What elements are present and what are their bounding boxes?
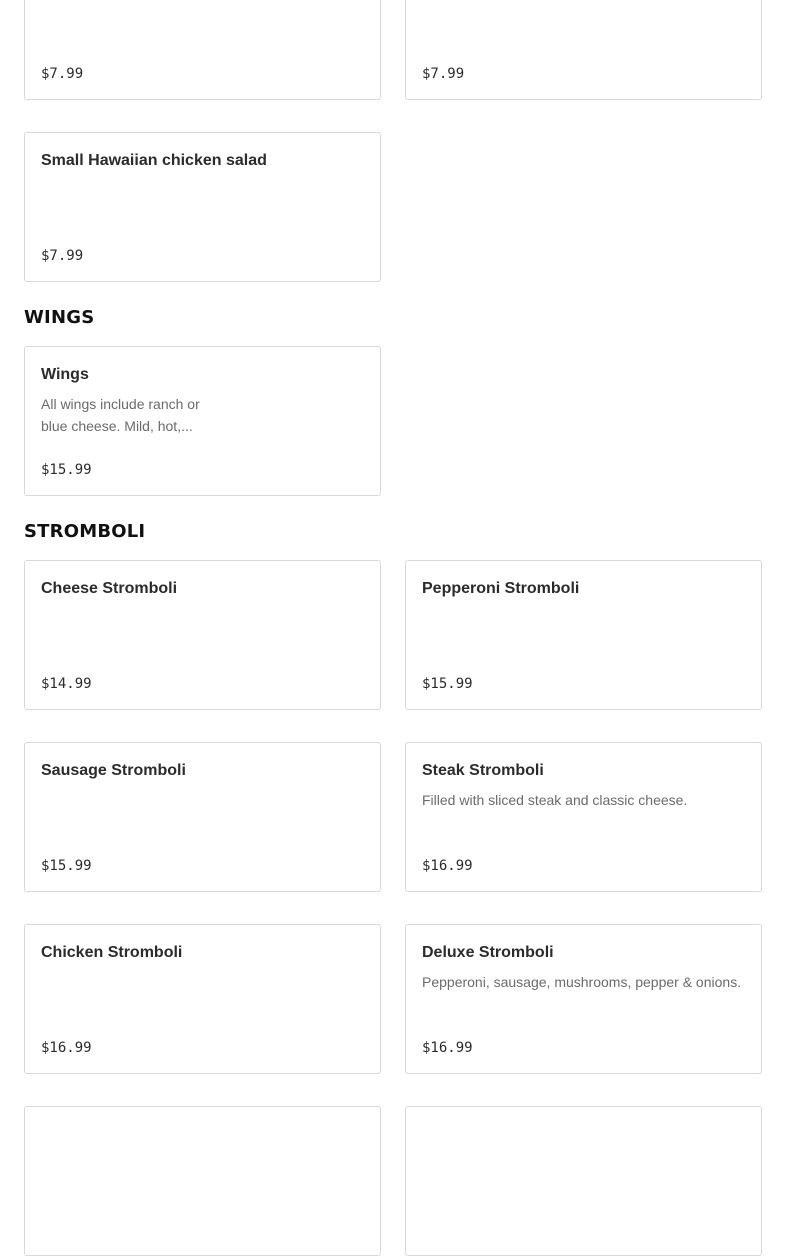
menu-item-card[interactable] <box>24 346 381 496</box>
section-title-wings: WINGS <box>24 307 95 328</box>
menu-item-price: $7.99 <box>422 66 465 82</box>
menu-item-price: $16.99 <box>41 1040 92 1056</box>
menu-item-card[interactable] <box>405 560 762 710</box>
menu-item-card[interactable] <box>24 742 381 892</box>
menu-item-card[interactable] <box>405 924 762 1074</box>
menu-item-card[interactable] <box>405 742 762 892</box>
menu-item-name: Deluxe Stromboli <box>422 944 554 961</box>
menu-item-description: Pepperoni, sausage, mushrooms, pepper & onions. <box>422 974 742 990</box>
menu-item-price: $7.99 <box>41 66 84 82</box>
section-title-stromboli: STROMBOLI <box>24 521 146 542</box>
menu-item-card[interactable] <box>405 1106 762 1256</box>
menu-item-name: Small Hawaiian chicken salad <box>41 152 267 169</box>
menu-item-description: All wings include ranch or blue cheese. Mild, hot,... <box>41 396 200 434</box>
menu-item-description: Filled with sliced steak and classic cheese. <box>422 792 688 808</box>
menu-item-name: Chicken Stromboli <box>41 944 183 961</box>
menu-item-price: $15.99 <box>422 676 473 692</box>
menu-item-card[interactable] <box>24 132 381 282</box>
menu-item-price: $16.99 <box>422 1040 473 1056</box>
menu-item-price: $7.99 <box>41 248 84 264</box>
menu-item-price: $15.99 <box>41 858 92 874</box>
menu-item-price: $15.99 <box>41 462 92 478</box>
menu-item-name: Pepperoni Stromboli <box>422 580 580 597</box>
menu-item-name: Wings <box>41 366 89 383</box>
menu-item-name: Cheese Stromboli <box>41 580 178 597</box>
menu-item-card[interactable] <box>24 924 381 1074</box>
menu-item-price: $16.99 <box>422 858 473 874</box>
menu-item-name: Steak Stromboli <box>422 762 544 779</box>
menu-item-card[interactable] <box>24 560 381 710</box>
menu-item-card[interactable] <box>24 1106 381 1256</box>
menu-item-card[interactable] <box>24 0 381 100</box>
menu-item-card[interactable] <box>405 0 762 100</box>
menu-item-name: Sausage Stromboli <box>41 762 186 779</box>
menu-item-price: $14.99 <box>41 676 92 692</box>
